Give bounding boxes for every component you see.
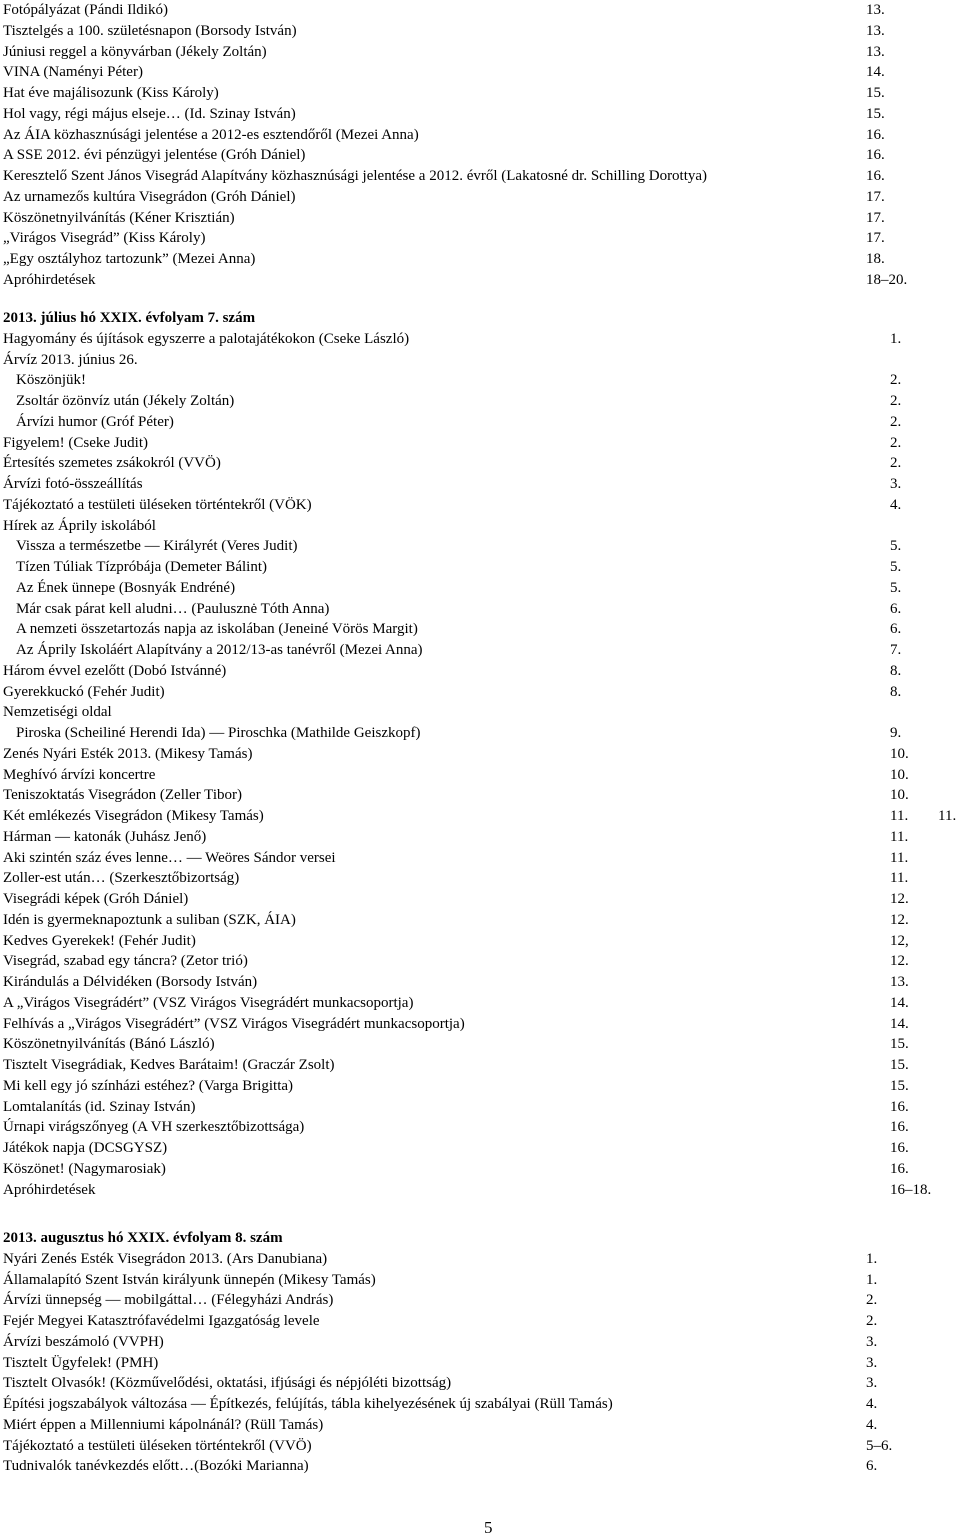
toc-entry-title: Az ÁIA közhasznúsági jelentése a 2012-es esztendőről (Mezei Anna) — [3, 126, 419, 143]
toc-entry-page: 2. — [890, 455, 902, 472]
toc-entry — [3, 187, 885, 208]
toc-entry-page: 6. — [890, 600, 902, 617]
toc-entry-page: 1. — [890, 330, 902, 347]
toc-entry-title: Hagyomány és újítások egyszerre a palotajátékokon (Cseke László) — [3, 330, 410, 347]
toc-entry-page: 10. — [890, 766, 909, 783]
toc-entry — [3, 249, 885, 270]
toc-entry — [3, 433, 902, 454]
toc-entry-title: „Virágos Visegrád” (Kiss Károly) — [3, 230, 206, 247]
toc-entry — [3, 536, 902, 557]
toc-entry — [3, 412, 902, 433]
toc-entry-page: 2. — [890, 393, 902, 409]
toc-entry — [3, 1311, 878, 1332]
toc-entry-title: Visegrádi képek (Gróh Dániel) — [3, 891, 189, 907]
toc-entry — [3, 1117, 909, 1138]
toc-entry-page: 3. — [890, 476, 902, 492]
toc-entry-title: Fotópályázat (Pándi Ildikó) — [3, 2, 168, 18]
toc-entry-page: 15. — [866, 105, 885, 122]
toc-entry — [3, 785, 909, 806]
toc-entry-page: 11. — [890, 849, 909, 866]
toc-entry — [3, 682, 902, 703]
toc-entry — [3, 0, 885, 21]
toc-entry-title: Mi kell egy jó színházi estéhez? (Varga Brigitta) — [3, 1077, 294, 1094]
toc-entry-title: Köszönjük! — [16, 372, 86, 389]
toc-entry-page: 17. — [866, 209, 885, 226]
toc-entry-page: 4. — [866, 1416, 878, 1433]
toc-entry — [3, 640, 902, 661]
toc-entry-title: Meghívó árvízi koncertre — [3, 766, 156, 783]
toc-entry-page: 6. — [890, 621, 902, 638]
toc-entry-page: 8. — [890, 683, 902, 700]
toc-entry — [3, 578, 902, 599]
toc-entry — [3, 1270, 878, 1291]
toc-entry-title: Gyerekkuckó (Fehér Judit) — [3, 683, 165, 700]
toc-entry — [3, 619, 902, 640]
toc-entry-title: Nemzetiségi oldal — [3, 704, 112, 721]
toc-entry-title: Árvíz 2013. június 26. — [3, 351, 138, 368]
toc-entry-title: Úrnapi virágszőnyeg (A VH szerkesztőbizottsága) — [3, 1119, 305, 1136]
toc-entry-title: Júniusi reggel a könyvárban (Jékely Zoltán) — [3, 43, 267, 60]
page-number: 5 — [484, 1518, 493, 1537]
toc-entry-page: 10. — [890, 787, 909, 804]
toc-entry-title: Tájékoztató a testületi üléseken történtekről (VÖK) — [3, 496, 312, 513]
toc-entry — [3, 453, 902, 474]
toc-entry-title: Apróhirdetések — [3, 271, 96, 288]
toc-entry-page: 1. — [866, 1271, 878, 1288]
toc-entry-title: Árvízi ünnepség — mobilgáttal… (Félegyházi András) — [3, 1292, 334, 1309]
toc-entry-title: Három évvel ezelőtt (Dobó Istvánné) — [3, 662, 227, 679]
toc-entry-title: Tisztelgés a 100. születésnapon (Borsody István) — [3, 22, 297, 39]
toc-entry-page: 13. — [866, 22, 885, 39]
toc-entry-page: 13. — [866, 2, 885, 18]
toc-entry-page: 15. — [890, 1077, 909, 1094]
toc-entry-page: 2. — [866, 1313, 878, 1329]
toc-entry — [3, 145, 885, 166]
toc-entry — [3, 1014, 909, 1035]
toc-entry-page: 1. — [866, 1250, 878, 1267]
toc-entry — [3, 1180, 932, 1201]
toc-entry — [3, 270, 908, 291]
toc-entry-title: Kedves Gyerekek! (Fehér Judit) — [3, 932, 196, 949]
toc-entry-page: 9. — [890, 725, 902, 741]
toc-entry — [3, 702, 112, 723]
toc-entry-title: Lomtalanítás (id. Szinay István) — [3, 1098, 196, 1115]
toc-entry-page: 16–18. — [890, 1181, 932, 1198]
toc-entry-page: 11. — [890, 828, 909, 845]
toc-entry — [3, 42, 885, 63]
toc-entry-page: 4. — [890, 496, 902, 513]
toc-entry-title: Az Áprily Iskoláért Alapítvány a 2012/13-as tanévről (Mezei Anna) — [16, 642, 423, 658]
toc-entry-page: 11. — [890, 808, 909, 824]
toc-entry-title: Vissza a természetbe — Királyrét (Veres Judit) — [16, 538, 298, 555]
toc-entry — [3, 931, 909, 952]
toc-entry-page: 14. — [890, 994, 909, 1011]
toc-entry-title: A SSE 2012. évi pénzügyi jelentése (Gróh Dániel) — [3, 147, 306, 164]
toc-entry-page: 15. — [890, 1036, 909, 1053]
toc-entry-title: Hírek az Áprily iskolából — [3, 517, 156, 534]
toc-entry-page: 12. — [890, 953, 909, 970]
toc-entry-page: 8. — [890, 662, 902, 679]
toc-entry — [3, 1290, 878, 1311]
toc-entry-page: 15. — [866, 85, 885, 101]
toc-entry — [3, 1394, 878, 1415]
toc-entry — [3, 1456, 878, 1477]
toc-entry-title: Figyelem! (Cseke Judit) — [3, 434, 148, 451]
toc-entry-title: Piroska (Scheiliné Herendi Ida) — Piroschka (Mathilde Geiszkopf) — [16, 725, 421, 741]
toc-entry — [3, 806, 957, 827]
toc-entry-title: Építési jogszabályok változása — Építkezés, felújítás, tábla kihelyezésének új szabályai (Rüll Tamás) — [3, 1396, 613, 1412]
toc-entry-title: Köszönet! (Nagymarosiak) — [3, 1160, 166, 1177]
toc-entry-page: 10. — [890, 745, 909, 762]
toc-entry-title: Zoller-est után… (Szerkesztőbizortság) — [3, 870, 240, 887]
toc-entry-title: Tisztelt Olvasók! (Közművelődési, oktatási, ifjúsági és népjóléti bizottság) — [3, 1375, 452, 1392]
toc-entry — [3, 1332, 878, 1353]
toc-entry — [3, 1138, 909, 1159]
toc-entry — [3, 765, 909, 786]
toc-entry-page: 13. — [890, 974, 909, 990]
toc-entry-page: 5. — [890, 559, 902, 575]
toc-entry — [3, 868, 909, 889]
toc-entry — [3, 83, 885, 104]
toc-entry — [3, 557, 902, 578]
toc-entry-page: 16. — [866, 168, 885, 184]
toc-entry-title: Tízen Túliak Tízpróbája (Demeter Bálint) — [16, 559, 268, 575]
toc-entry-page: 16. — [890, 1140, 909, 1156]
toc-entry-title: Államalapító Szent István királyunk ünnepén (Mikesy Tamás) — [3, 1271, 376, 1288]
toc-entry-page: 18–20. — [866, 271, 908, 288]
issue-heading: 2013. július hó XXIX. évfolyam 7. szám — [3, 310, 256, 326]
toc-entry-title: Visegrád, szabad egy táncra? (Zetor trió) — [3, 953, 248, 970]
toc-entry-title: Tudnivalók tanévkezdés előtt…(Bozóki Marianna) — [3, 1458, 309, 1475]
toc-entry-title: Köszönetnyilvánítás (Kéner Krisztián) — [3, 209, 235, 226]
toc-entry — [3, 1159, 909, 1180]
toc-entry-page: 5. — [890, 538, 902, 555]
toc-entry-title: A „Virágos Visegrádért” (VSZ Virágos Visegrádért munkacsoportja) — [3, 994, 414, 1011]
toc-entry — [3, 599, 902, 620]
toc-entry — [3, 391, 902, 412]
toc-entry-title: A nemzeti összetartozás napja az iskolában (Jeneiné Vörös Margit) — [16, 621, 418, 638]
toc-entry-title: Zsoltár özönvíz után (Jékely Zoltán) — [16, 393, 235, 409]
toc-entry-page: 18. — [866, 251, 885, 267]
toc-entry — [3, 1097, 909, 1118]
toc-entry-title: Árvízi beszámoló (VVPH) — [3, 1333, 164, 1350]
toc-entry-page: 5. — [890, 579, 902, 596]
toc-entry-page: 13. — [866, 43, 885, 60]
toc-entry-title: Játékok napja (DCSGYSZ) — [3, 1140, 168, 1156]
toc-entry-title: Az Ének ünnepe (Bosnyák Endréné) — [16, 579, 236, 596]
toc-entry — [3, 910, 909, 931]
toc-entry — [3, 166, 885, 187]
toc-entry-page: 16. — [866, 147, 885, 164]
toc-entry — [3, 1034, 909, 1055]
toc-entry-title: VINA (Naményi Péter) — [3, 64, 143, 81]
toc-entry — [3, 350, 138, 371]
toc-entry-title: Köszönetnyilvánítás (Bánó László) — [3, 1036, 215, 1053]
toc-entry-title: Tájékoztató a testületi üléseken történtekről (VVÖ) — [3, 1437, 312, 1454]
toc-entry-title: Tisztelt Ügyfelek! (PMH) — [3, 1354, 159, 1371]
toc-entry — [3, 21, 885, 42]
toc-entry-page: 16. — [890, 1119, 909, 1136]
toc-entry-title: „Egy osztályhoz tartozunk” (Mezei Anna) — [3, 251, 256, 267]
toc-entry — [3, 1076, 909, 1097]
toc-entry — [3, 889, 909, 910]
toc-entry-page: 2. — [890, 434, 902, 451]
toc-entry-title: Teniszoktatás Visegrádon (Zeller Tibor) — [3, 787, 242, 804]
toc-entry-title: Idén is gyermeknapoztunk a suliban (SZK, ÁIA) — [3, 911, 296, 928]
toc-entry-page: 16. — [866, 126, 885, 143]
toc-entry-page: 12. — [890, 911, 909, 928]
toc-entry-page: 2. — [866, 1292, 878, 1309]
toc-entry — [3, 329, 902, 350]
toc-entry-page: 11. — [890, 870, 909, 887]
toc-entry-page: 15. — [890, 1057, 909, 1073]
toc-entry-page: 7. — [890, 642, 902, 658]
toc-entry-title: Aki szintén száz éves lenne… — Weöres Sándor versei — [3, 849, 336, 866]
toc-entry-page: 17. — [866, 230, 885, 247]
toc-entry-title: Árvízi humor (Gróf Péter) — [16, 413, 174, 430]
toc-entry — [3, 1436, 893, 1457]
toc-entry — [3, 1415, 878, 1436]
toc-entry-title: Hol vagy, régi május elseje… (Id. Szinay István) — [3, 105, 296, 122]
toc-entry-page: 5–6. — [866, 1437, 893, 1454]
toc-entry — [3, 972, 909, 993]
toc-entry-page: 3. — [866, 1375, 878, 1392]
toc-entry — [3, 104, 885, 125]
toc-entry-page: 14. — [866, 64, 885, 81]
toc-entry — [3, 723, 902, 744]
toc-entry-page: 12. — [890, 891, 909, 907]
toc-entry-title: Fejér Megyei Katasztrófavédelmi Igazgatóság levele — [3, 1313, 320, 1329]
toc-entry-page: 2. — [890, 372, 902, 389]
toc-entry-page: 4. — [866, 1396, 878, 1412]
toc-entry — [3, 62, 885, 83]
toc-entry — [3, 661, 902, 682]
toc-entry-title: Tisztelt Visegrádiak, Kedves Barátaim! (Graczár Zsolt) — [3, 1057, 335, 1073]
toc-entry — [3, 848, 909, 869]
toc-entry — [3, 827, 909, 848]
toc-entry-title: Keresztelő Szent János Visegrád Alapítvány közhasznúsági jelentése a 2012. évről (Lakatosné dr. Schilling Dorottya) — [3, 168, 708, 184]
toc-entry-page: 6. — [866, 1458, 878, 1475]
toc-entry-page: 12, — [890, 932, 909, 949]
issue-heading: 2013. augusztus hó XXIX. évfolyam 8. szám — [3, 1230, 283, 1246]
toc-entry — [3, 495, 902, 516]
toc-entry-page: 16. — [890, 1160, 909, 1177]
toc-entry-title: Zenés Nyári Esték 2013. (Mikesy Tamás) — [3, 745, 253, 762]
toc-entry — [3, 744, 909, 765]
toc-entry-title: Nyári Zenés Esték Visegrádon 2013. (Ars Danubiana) — [3, 1250, 328, 1267]
toc-entry-title: Két emlékezés Visegrádon (Mikesy Tamás) — [3, 808, 264, 824]
toc-entry-title: Apróhirdetések — [3, 1181, 96, 1198]
toc-entry — [3, 1055, 909, 1076]
toc-entry-title: Az urnamezős kultúra Visegrádon (Gróh Dániel) — [3, 188, 296, 205]
toc-entry — [3, 993, 909, 1014]
toc-entry — [3, 1373, 878, 1394]
toc-entry-title: Hat éve majálisozunk (Kiss Károly) — [3, 85, 219, 101]
toc-entry — [3, 228, 885, 249]
toc-entry — [3, 1353, 878, 1374]
toc-entry — [3, 1249, 878, 1270]
toc-entry — [3, 474, 902, 495]
toc-entry-page: 3. — [866, 1354, 878, 1371]
toc-entry-title: Hárman — katonák (Juhász Jenő) — [3, 828, 207, 845]
toc-entry-title: Árvízi fotó-összeállítás — [3, 476, 143, 492]
toc-entry-page-extra: 11. — [938, 808, 957, 824]
toc-entry-page: 14. — [890, 1015, 909, 1032]
toc-entry — [3, 951, 909, 972]
toc-entry — [3, 208, 885, 229]
toc-entry-title: Már csak párat kell aludni… (Paulusznė Tóth Anna) — [16, 600, 330, 617]
toc-entry-title: Értesítés szemetes zsákokról (VVÖ) — [3, 455, 221, 472]
toc-entry-page: 16. — [890, 1098, 909, 1115]
toc-entry — [3, 370, 902, 391]
toc-entry-title: Kirándulás a Délvidéken (Borsody István) — [3, 974, 258, 990]
toc-entry-page: 17. — [866, 188, 885, 205]
toc-entry-title: Felhívás a „Virágos Visegrádért” (VSZ Virágos Visegrádért munkacsoportja) — [3, 1015, 465, 1032]
toc-entry-page: 2. — [890, 413, 902, 430]
toc-entry — [3, 125, 885, 146]
toc-entry-page: 3. — [866, 1333, 878, 1350]
toc-entry — [3, 516, 156, 537]
toc-entry-title: Miért éppen a Millenniumi kápolnánál? (Rüll Tamás) — [3, 1416, 324, 1433]
